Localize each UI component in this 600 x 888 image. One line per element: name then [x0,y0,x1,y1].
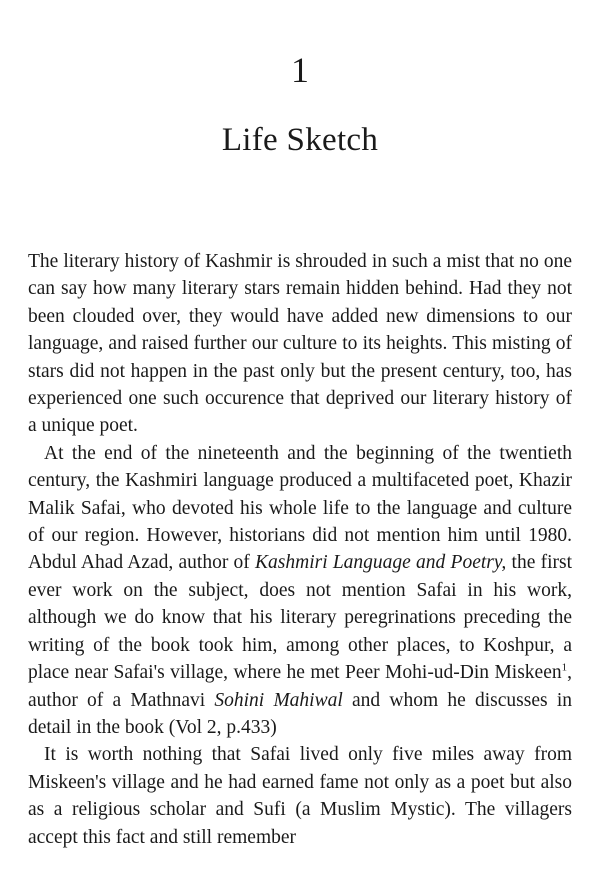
book-title-kashmiri-language: Kashmiri Language and Poetry, [255,552,507,574]
paragraph-1: The literary history of Kashmir is shrouded in such a mist that no one can say how many literary stars remain hidden behind. Had they not been clouded over, they would have added new dimensions to our language, and raised further our culture to its heights. This misting of stars did not happen in the past only but the present century, too, has experienced one such occurence that deprived our literary history of a unique poet. [28,251,572,437]
paragraph-2-text-d: and whom he discusses in detail in the book (Vol 2, p.433) [28,689,572,738]
paragraph-2-text-a: At the end of the nineteenth and the beginning of the twentieth century, the Kashmiri language produced a multifaceted poet, Khazir Malik Safai, who devoted his whole life to the language and culture of our region. However, historians did not mention him until 1980. Abdul Ahad Azad, author of [28,442,572,574]
paragraph-2 [28,440,572,741]
body-text [28,248,572,851]
chapter-title: Life Sketch [221,122,379,158]
paragraph-3: It is worth nothing that Safai lived only five miles away from Miskeen's village and he had earned fame not only as a poet but also as a religious scholar and Sufi (a Muslim Mystic). The villagers accept this fact and still remember [28,744,572,848]
book-title-sohini-mahiwal: Sohini Mahiwal [214,689,343,711]
chapter-number: 1 [291,50,309,90]
footnote-marker: 1 [561,661,568,674]
paragraph-2-text-c: , author of a Mathnavi [28,662,572,711]
paragraph-2-text-b: the first ever work on the subject, does not mention Safai in his work, although we do know that his literary peregrinations preceding the writing of the book took him, among other places, to Koshpur, a place near Safai's village, where he met Peer Mohi-ud-Din Miskeen [28,552,572,684]
